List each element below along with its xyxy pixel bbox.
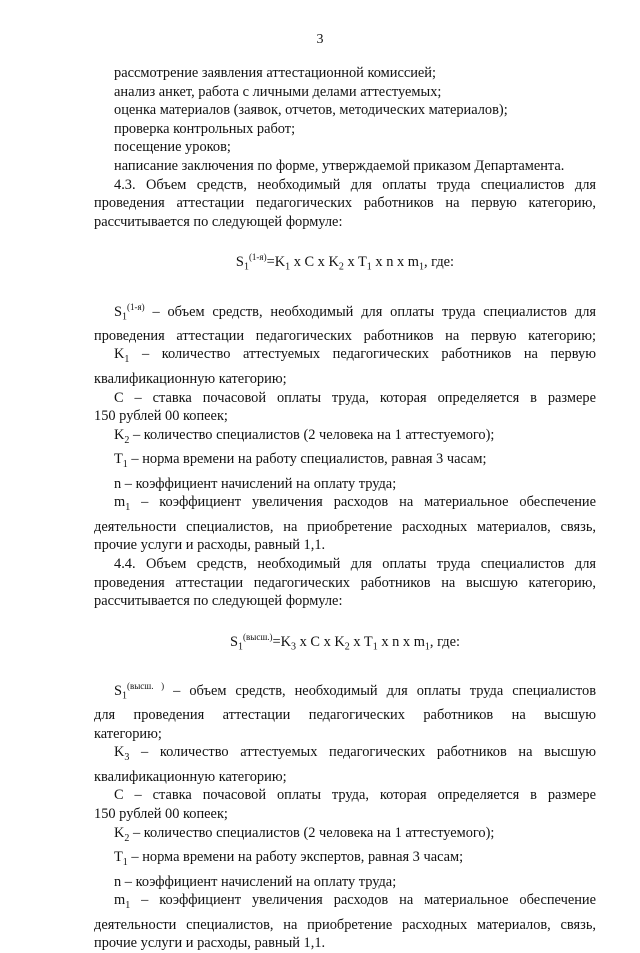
definition-k3: $K_3$ – количество аттестуемых педагогических работников на высшую (114, 744, 596, 764)
list-item: написание заключения по форме, утверждаемой приказом Департамента. (114, 157, 565, 174)
list-item: посещение уроков; (114, 139, 231, 156)
definition-k1: $K_1$ – количество аттестуемых педагогических работников на первую (114, 346, 596, 366)
definition-m1-cont: прочие услуги и расходы, равный 1,1. (94, 537, 326, 554)
definition-c: С – ставка почасовой оплаты труда, которая определяется в размере (114, 787, 596, 804)
definition-c: С – ставка почасовой оплаты труда, которая определяется в размере (114, 389, 596, 406)
page-number: 3 (316, 32, 324, 47)
section-4-4-intro-line: проведения аттестации педагогических работников на высшую категорию, (94, 574, 596, 591)
formula-first-category: $S_1^{(1-я)}=K_1$ x C x $K_2$ x $T_1$ x n x $m_1$, где: (235, 252, 455, 274)
document-body (94, 64, 596, 953)
definition-t1: $T_1$ – норма времени на работу экспертов, равная 3 часам; (114, 849, 464, 868)
definition-s1-cont: проведения аттестации педагогических работников на первую категорию; (94, 327, 596, 344)
definition-m1-cont: прочие услуги и расходы, равный 1,1. (94, 935, 326, 952)
definition-c-cont: 150 рублей 00 копеек; (94, 408, 228, 425)
definition-k3-cont: квалификационную категорию; (94, 768, 287, 785)
section-4-4-intro-line: рассчитывается по следующей формуле: (94, 593, 343, 610)
definition-t1: $T_1$ – норма времени на работу специалистов, равная 3 часам; (114, 451, 487, 471)
definition-n: n – коэффициент начислений на оплату труда; (114, 475, 397, 492)
formula-highest-category: $S_1^{(высш.)}=K_3$ x C x $K_2$ x $T_1$ x n x $m_1$, где: (230, 631, 460, 653)
definition-k2: $K_2$ – количество специалистов (2 человека на 1 аттестуемого); (114, 824, 495, 844)
definition-k1-cont: квалификационную категорию; (94, 370, 287, 387)
definition-n: n – коэффициент начислений на оплату труда; (114, 873, 397, 890)
definition-s1: $S_1^{(1-я)}$ – объем средств, необходимый для оплаты труда специалистов для (114, 301, 596, 323)
definition-s1-cont: для проведения аттестации педагогических работников на высшую (94, 707, 596, 724)
definition-s1-cont: категорию; (94, 725, 162, 742)
list-item: проверка контрольных работ; (114, 120, 296, 137)
list-item: рассмотрение заявления аттестационной комиссией; (114, 65, 437, 81)
list-item: анализ анкет, работа с личными делами аттестуемых; (114, 83, 442, 100)
section-4-3-intro-line: рассчитывается по следующей формуле: (94, 213, 343, 230)
definition-m1-cont: деятельности специалистов, на приобретение расходных материалов, связь, (94, 518, 596, 535)
definition-k2: $K_2$ – количество специалистов (2 человека на 1 аттестуемого); (114, 426, 495, 446)
definition-c-cont: 150 рублей 00 копеек; (94, 806, 228, 823)
definition-s1: $S_1^{(высш. )}$ – объем средств, необходимый для оплаты труда специалистов (114, 680, 596, 702)
definition-m1-cont: деятельности специалистов, на приобретение расходных материалов, связь, (94, 916, 596, 933)
section-4-3-intro-line: 4.3. Объем средств, необходимый для оплаты труда специалистов для (114, 176, 596, 193)
definition-m1: $m_1$ – коэффициент увеличения расходов на материальное обеспечение (114, 892, 596, 912)
definition-m1: $m_1$ – коэффициент увеличения расходов на материальное обеспечение (114, 494, 596, 514)
section-4-4-intro-line: 4.4. Объем средств, необходимый для оплаты труда специалистов для (114, 555, 596, 572)
list-item: оценка материалов (заявок, отчетов, методических материалов); (114, 102, 508, 119)
section-4-3-intro-line: проведения аттестации педагогических работников на первую категорию, (94, 195, 596, 212)
